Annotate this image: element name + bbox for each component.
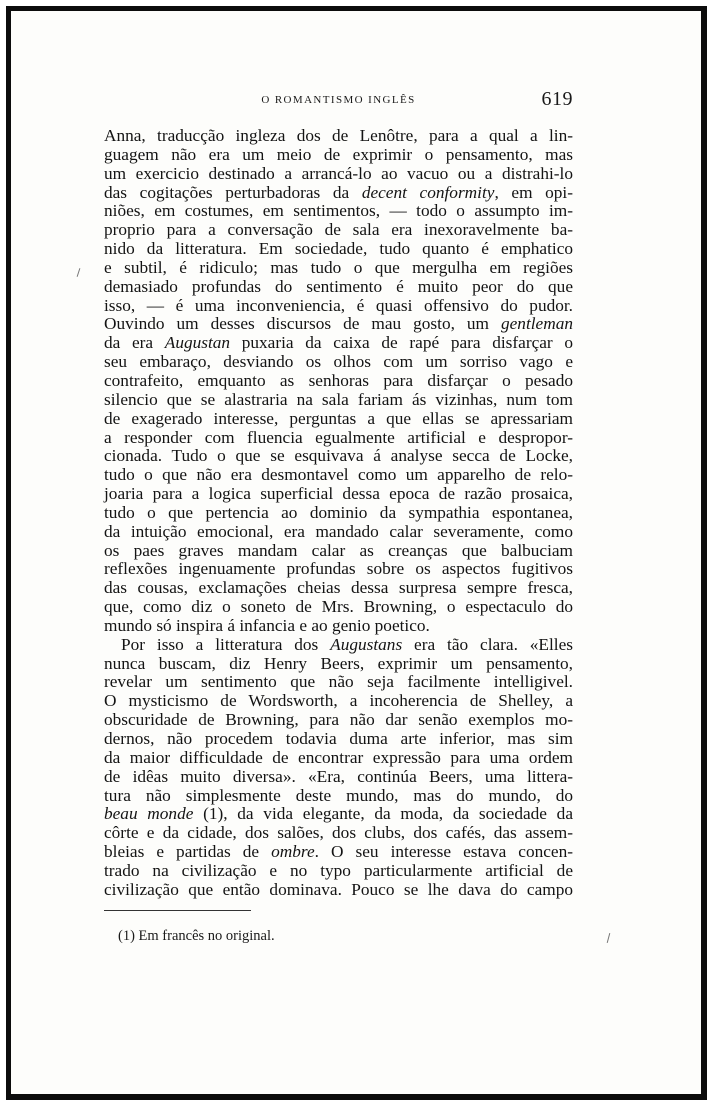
text-line: da era Augustan puxaria da caixa de rapé para disfarçar o xyxy=(104,333,574,353)
page-header xyxy=(104,88,573,112)
text-line: da maior difficuldade de encontrar expressão para uma ordem xyxy=(104,747,573,767)
text-line: proprio para a conversação de sala era inexoravelmente ba- xyxy=(104,220,573,240)
text-line: tudo o que não era desmontavel como um apparelho de relo- xyxy=(104,465,573,485)
text-line: obscuridade de Browning, para não dar senão exemplos mo- xyxy=(104,710,573,730)
text-line: beau monde (1), da vida elegante, da moda, da sociedade da xyxy=(104,804,573,824)
text-line: civilização que então dominava. Pouco se lhe dava do campo xyxy=(104,879,573,899)
text-line: nunca buscam, diz Henry Beers, exprimir um pensamento, xyxy=(104,653,573,673)
running-title: O ROMANTISMO INGLÊS xyxy=(261,94,416,106)
text-line: Por isso a litteratura dos Augustans era tão clara. «Elles xyxy=(121,634,573,654)
text-line: e subtil, é ridiculo; mas tudo o que mergulha em regiões xyxy=(104,257,573,277)
text-line: Anna, traducção ingleza dos de Lenôtre, para a qual a lin- xyxy=(104,126,573,145)
page-number: 619 xyxy=(541,88,573,110)
text-line: cionada. Tudo o que se esquivava á analyse secca de Locke, xyxy=(104,446,573,466)
text-line: silencio que se alastraria na sala fariam ás vizinhas, num tom xyxy=(104,389,573,409)
text-line: dernos, não procedem todavia duma arte inferior, mas sim xyxy=(104,729,573,748)
text-line: contrafeito, emquanto as senhoras para disfarçar o pesado xyxy=(104,370,573,390)
text-line: um exercicio destinado a arrancá-lo ao vacuo ou a distrahi-lo xyxy=(104,163,573,183)
text-line: guagem não era um meio de exprimir o pensamento, mas xyxy=(104,144,573,164)
text-line: bleias e partidas de ombre. O seu interesse estava concen- xyxy=(104,842,573,862)
text-line: de idêas muito diversa». «Era, continúa Beers, uma littera- xyxy=(104,766,573,786)
text-line: a responder com fluencia egualmente artificial e despropor- xyxy=(104,427,573,447)
text-line: de exagerado interesse, perguntas a que ellas se apressariam xyxy=(104,408,573,428)
text-line: demasiado profundas do sentimento é muito peor do que xyxy=(104,276,573,296)
text-line: que, como diz o soneto de Mrs. Browning, o espectaculo do xyxy=(104,597,573,617)
text-line: das cogitações perturbadoras da decent conformity, em opi- xyxy=(104,182,573,202)
text-line: tura não simplesmente deste mundo, mas do mundo, do xyxy=(104,785,573,805)
text-line: côrte e da cidade, dos salões, dos clubs, dos cafés, das assem- xyxy=(104,823,573,843)
text-line: das cousas, exclamações cheias dessa surpresa sempre fresca, xyxy=(104,578,573,598)
text-line: isso, — é uma inconveniencia, é quasi offensivo do pudor. xyxy=(104,295,573,315)
text-line: reflexões ingenuamente profundas sobre os aspectos fugitivos xyxy=(104,559,573,579)
footnote-divider xyxy=(104,910,251,911)
body-text xyxy=(104,127,573,900)
text-line: mundo só inspira á infancia e ao genio poetico. xyxy=(104,615,430,635)
text-line: joaria para a logica superficial dessa epoca de razão prosaica, xyxy=(104,484,573,504)
text-line: niões, em costumes, em sentimentos, — todo o assumpto im- xyxy=(104,201,573,221)
text-line: os paes graves mandam calar as creanças que balbuciam xyxy=(104,540,573,560)
footnote: (1) Em francês no original. xyxy=(118,928,275,944)
text-line: Ouvindo um desses discursos de mau gosto, um gentleman xyxy=(104,314,573,334)
text-line: trado na civilização e no typo particularmente artificial de xyxy=(104,860,573,880)
text-line: da intuição emocional, era mandado calar severamente, como xyxy=(104,521,573,541)
text-line: O mysticismo de Wordsworth, a incoherencia de Shelley, a xyxy=(104,691,573,711)
text-line: nido da litteratura. Em sociedade, tudo quanto é emphatico xyxy=(104,239,573,259)
text-line: revelar um sentimento que não seja facilmente intelligivel. xyxy=(104,672,573,692)
text-line: seu embaraço, desviando os olhos com um sorriso vago e xyxy=(104,352,573,372)
text-line: tudo o que pertencia ao dominio da sympathia espontanea, xyxy=(104,502,573,522)
